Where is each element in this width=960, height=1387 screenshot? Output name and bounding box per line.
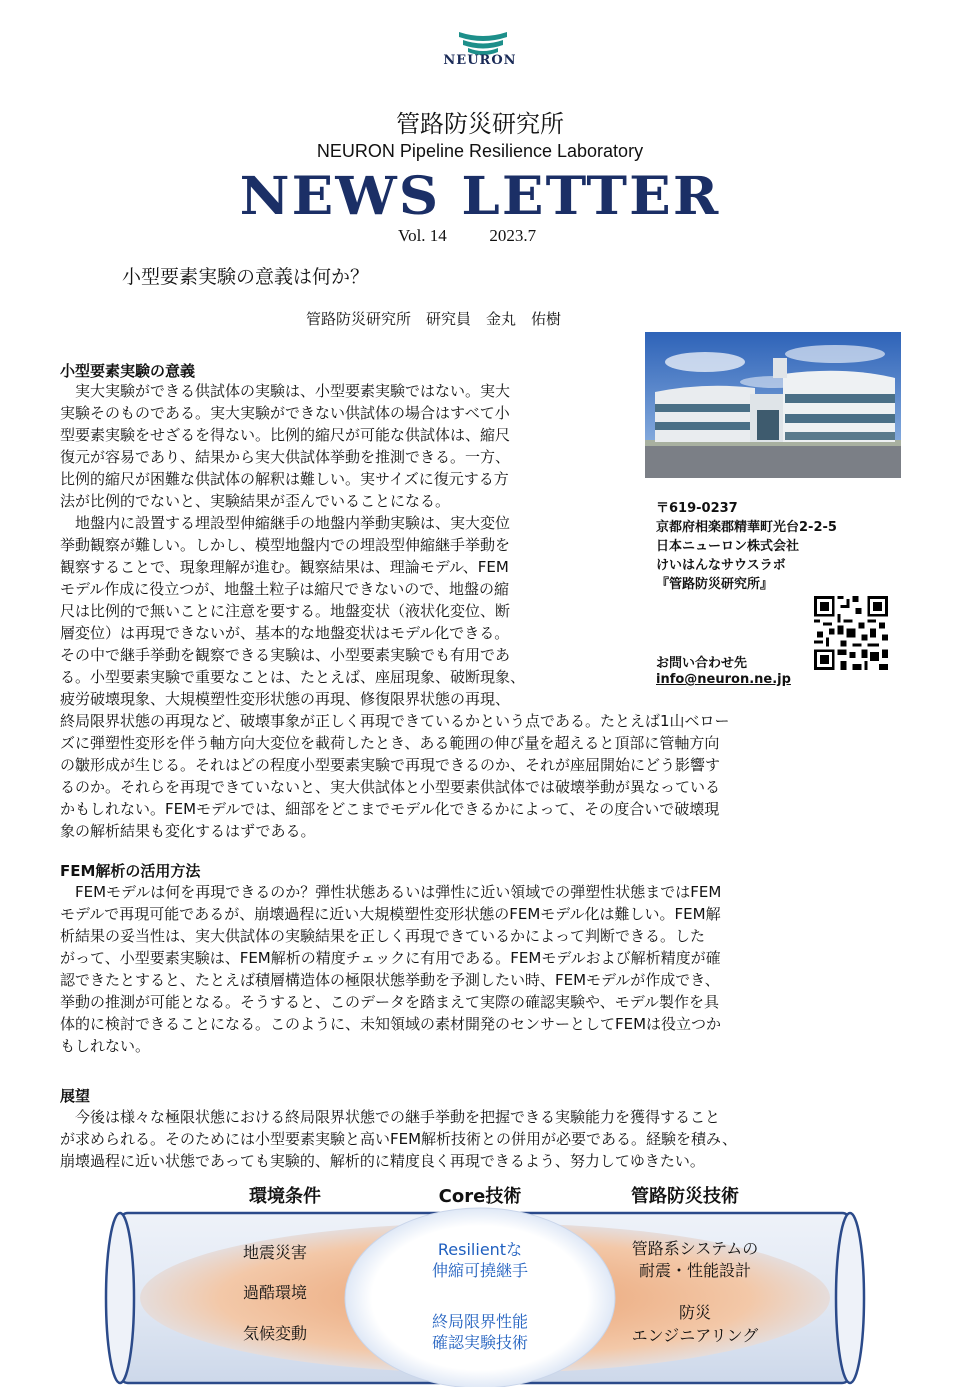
- text-line: もしれない。: [60, 1037, 151, 1055]
- pipe-left-end: [106, 1213, 134, 1383]
- text-line: 体的に検討できることになる。このように、未知領域の素材開発のセンサーとしてFEMは役立つか: [60, 1015, 722, 1033]
- newsletter-title: NEWS LETTER: [239, 166, 721, 227]
- text-line: 型要素実験をせざるを得ない。比例的縮尺が可能な供試体は、縮尺: [60, 426, 511, 444]
- text-line: 層変位）は再現できないが、基本的な地盤変状はモデル化できる。: [60, 624, 510, 642]
- text-line: FEMモデルは何を再現できるのか？弾性状態あるいは弾性に近い領域での弾塑性状態まではFEM: [60, 883, 722, 901]
- core-ultimate: 終局限界性能: [431, 1312, 529, 1331]
- text-line: 比例的縮尺が困難な供試体の解釈は難しい。実サイズに復元する方: [60, 470, 509, 488]
- text-line: 今後は様々な極限状態における終局限界状態での継手挙動を把握できる実験能力を獲得すること: [60, 1108, 721, 1126]
- text-line: 終局限界状態の再現など、破壊事象が正しく再現できているかという点である。たとえば1山ベロー: [60, 712, 730, 730]
- issue-date: 2023.7: [489, 226, 537, 245]
- item-engineering: エンジニアリング: [631, 1326, 759, 1345]
- diagram-heading-environment: 環境条件: [249, 1186, 321, 1207]
- contact-label: お問い合わせ先: [656, 656, 748, 671]
- text-line: 象の解析結果も変化するはずである。: [60, 822, 316, 840]
- text-line: 実大実験ができる供試体の実験は、小型要素実験ではない。実大: [60, 382, 511, 400]
- contact-email-link[interactable]: info@neuron.ne.jp: [656, 672, 791, 687]
- item-pipeline-system: 管路系システムの: [631, 1239, 759, 1258]
- core-resilient: Resilientな: [437, 1240, 523, 1259]
- text-line: 崩壊過程に近い状態であっても実験的、解析的に精度良く再現できるよう、努力してゆきたい。: [60, 1152, 705, 1170]
- text-line: 挙動の推測が可能となる。そうすると、このデータを踏まえて実際の確認実験や、モデル製作を具: [60, 993, 719, 1011]
- section-body-significance-wide: [60, 710, 900, 842]
- postal-code: 〒619-0237: [656, 501, 738, 516]
- text-line: る。小型要素実験で重要なことは、たとえば、座屈現象、破断現象、: [60, 668, 526, 686]
- text-line: 析結果の妥当性は、実大供試体の実験結果を正しく再現できているかによって判断できる。した: [60, 927, 706, 945]
- article-author: 管路防災研究所 研究員 金丸 佑樹: [306, 310, 562, 328]
- text-line: その中で継手挙動を観察できる実験は、小型要素実験でも有用であ: [60, 646, 511, 664]
- text-line: モデル作成に役立つが、地盤土粒子は縮尺できないので、地盤の縮: [60, 580, 509, 598]
- institute-name-jp: 管路防災研究所: [396, 110, 564, 138]
- institute-name-en: NEURON Pipeline Resilience Laboratory: [316, 141, 644, 161]
- text-line: 復元が容易であり、結果から実大供試体挙動を推測できる。一方、: [60, 448, 511, 466]
- logo-text: NEURON: [443, 53, 517, 68]
- text-line: 挙動観察が難しい。しかし、模型地盤内での埋設型伸縮継手挙動を: [60, 536, 511, 554]
- diagram-heading-pipeline: 管路防災技術: [631, 1186, 739, 1207]
- street-address: 京都府相楽郡精華町光台2-2-5: [656, 520, 837, 535]
- company-name: 日本ニューロン株式会社: [656, 539, 800, 554]
- text-line: がって、小型要素実験は、FEM解析の精度チェックに有用である。FEMモデルおよび解析精度が確: [60, 949, 721, 967]
- article-title: 小型要素実験の意義は何か？: [122, 266, 370, 288]
- lab-location: けいはんなサウスラボ: [656, 558, 786, 573]
- text-line: ズに弾塑性変形を伴う軸方向大変位を載荷したとき、ある範囲の伸び量を超えると頂部に管軸方向: [60, 734, 720, 752]
- text-line: が求められる。そのためには小型要素実験と高いFEM解析技術との併用が必要である。経験を積み、: [60, 1130, 737, 1148]
- text-line: モデルで再現可能であるが、崩壊過程に近い大規模塑性変形状態のFEMモデル化は難しい。FEM解: [60, 905, 721, 923]
- pipe-right-end: [836, 1213, 864, 1383]
- section-heading-significance: 小型要素実験の意義: [60, 362, 196, 380]
- section-body-fem: [60, 881, 900, 1057]
- technology-diagram: [100, 1180, 870, 1387]
- text-line: 尺は比例的で無いことに注意を要する。地盤変状（液状化変位、断: [60, 602, 511, 620]
- core-joint: 伸縮可撓継手: [431, 1261, 529, 1280]
- text-line: の皺形成が生じる。それはどの程度小型要素実験で再現できるのか、それが座屈開始にどう影響す: [60, 756, 721, 774]
- text-line: 地盤内に設置する埋設型伸縮継手の地盤内挙動実験は、実大変位: [60, 514, 511, 532]
- lab-name: 『管路防災研究所』: [656, 577, 774, 592]
- text-line: 認できたとすると、たとえば積層構造体の極限状態挙動を予測したい時、FEMモデルが作成でき、: [60, 971, 720, 989]
- qr-code-icon: [814, 596, 888, 670]
- item-disaster-prevention: 防災: [678, 1303, 712, 1322]
- item-earthquake: 地震災害: [242, 1243, 308, 1262]
- address-block: [656, 499, 837, 594]
- core-test: 確認実験技術: [431, 1333, 529, 1352]
- item-seismic-design: 耐震・性能設計: [638, 1261, 752, 1280]
- section-heading-outlook: 展望: [60, 1087, 91, 1105]
- item-harsh-env: 過酷環境: [242, 1283, 308, 1302]
- text-line: 実験そのものである。実大実験ができない供試体の場合はすべて小: [60, 404, 510, 422]
- text-line: かもしれない。FEMモデルでは、細部をどこまでモデル化できるかによって、その度合いで破壊現: [60, 800, 720, 818]
- volume-line: [398, 226, 536, 246]
- item-climate: 気候変動: [242, 1324, 308, 1343]
- section-body-significance-narrow: [60, 380, 620, 710]
- core-circle: [345, 1208, 615, 1387]
- text-line: 疲労破壊現象、大規模塑性変形状態の再現、修復限界状態の再現、: [60, 690, 511, 708]
- text-line: 法が比例的でないと、実験結果が歪んでいることになる。: [60, 492, 451, 510]
- text-line: るのか。それらを再現できていないと、実大供試体と小型要素供試体では破壊挙動が異なっている: [60, 778, 721, 796]
- diagram-heading-core: Core技術: [438, 1186, 522, 1207]
- section-body-outlook: [60, 1106, 900, 1172]
- volume: Vol. 14: [398, 226, 447, 245]
- text-line: 観察することで、現象理解が進む。観察結果は、理論モデル、FEM: [60, 558, 509, 576]
- section-heading-fem: FEM解析の活用方法: [60, 862, 201, 880]
- lab-building-photo: [645, 332, 901, 478]
